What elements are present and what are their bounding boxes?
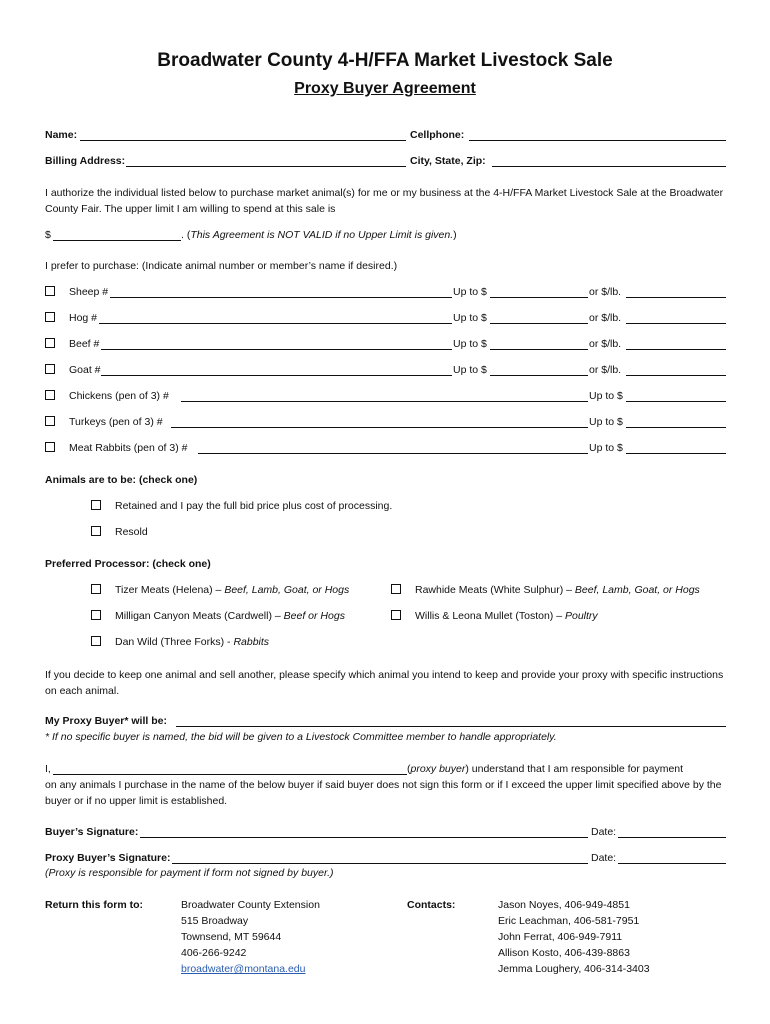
milligan-option[interactable]: Milligan Canyon Meats (Cardwell) – Beef or Hogs xyxy=(91,610,345,623)
goat-checkbox-row[interactable]: Goat # xyxy=(45,364,101,377)
resold-option[interactable]: Resold xyxy=(91,526,148,539)
sheep-checkbox-row[interactable]: Sheep # xyxy=(45,286,108,299)
contact-item: Allison Kosto, 406-439-8863 xyxy=(498,947,630,959)
beef-per-lb-field[interactable] xyxy=(626,337,726,350)
proxy-buyer-field[interactable] xyxy=(176,714,726,727)
prefer-text: I prefer to purchase: (Indicate animal number or member’s name if desired.) xyxy=(45,260,398,272)
rabbits-checkbox-row[interactable]: Meat Rabbits (pen of 3) # xyxy=(45,442,187,455)
checkbox[interactable] xyxy=(91,526,101,536)
up-to-label: Up to $ xyxy=(453,286,487,298)
city-label: City, State, Zip: xyxy=(410,155,486,167)
turkeys-limit-field[interactable] xyxy=(626,415,726,428)
per-lb-label: or $/lb. xyxy=(589,338,622,350)
billing-field[interactable] xyxy=(126,154,406,167)
date-label: Date: xyxy=(591,826,617,838)
chickens-checkbox-row[interactable]: Chickens (pen of 3) # xyxy=(45,390,169,403)
date-label: Date: xyxy=(591,852,617,864)
return-label: Return this form to: xyxy=(45,899,143,911)
rabbits-number-field[interactable] xyxy=(198,441,588,454)
contacts-label: Contacts: xyxy=(407,899,456,911)
goat-number-field[interactable] xyxy=(101,363,452,376)
authorize-text: I authorize the individual listed below to purchase market animal(s) for me or my business at the 4-H/FFA Market Livestock Sale at the Broadwater County Fair. The upper limit I am willing to spend at this sale is xyxy=(45,187,724,215)
name-label: Name: xyxy=(45,129,78,141)
beef-limit-field[interactable] xyxy=(490,337,588,350)
contacts-list xyxy=(498,897,650,977)
proxy-date-field[interactable] xyxy=(618,851,726,864)
checkbox[interactable] xyxy=(45,390,55,400)
rabbits-limit-field[interactable] xyxy=(626,441,726,454)
up-to-label: Up to $ xyxy=(589,442,623,454)
retained-option[interactable]: Retained and I pay the full bid price plus cost of processing. xyxy=(91,500,392,513)
responsibility-prefix: I, xyxy=(45,763,51,775)
buyer-date-field[interactable] xyxy=(618,825,726,838)
proxy-buyer-label: My Proxy Buyer* will be: xyxy=(45,715,167,727)
dollar-sign: $ xyxy=(45,229,51,241)
checkbox[interactable] xyxy=(45,338,55,348)
proxy-buyer-note: * If no specific buyer is named, the bid will be given to a Livestock Committee member to handle appropriately. xyxy=(45,731,557,743)
cellphone-label: Cellphone: xyxy=(410,129,465,141)
sheep-limit-field[interactable] xyxy=(490,285,588,298)
address-line: 515 Broadway xyxy=(181,915,249,927)
chickens-number-field[interactable] xyxy=(181,389,588,402)
up-to-label: Up to $ xyxy=(589,390,623,402)
responsibility-line1: (proxy buyer) understand that I am responsible for payment xyxy=(407,763,684,775)
keep-sell-text: If you decide to keep one animal and sell another, please specify which animal you intend to keep and provide your proxy with specific instructions on each animal. xyxy=(45,669,724,697)
up-to-label: Up to $ xyxy=(453,364,487,376)
turkeys-number-field[interactable] xyxy=(171,415,588,428)
contact-item: John Ferrat, 406-949-7911 xyxy=(498,931,623,943)
rawhide-option[interactable]: Rawhide Meats (White Sulphur) – Beef, Lamb, Goat, or Hogs xyxy=(391,584,700,597)
responsibility-text: on any animals I purchase in the name of the below buyer if said buyer does not sign this form or if I exceed the upper limit specified above by the buyer or if no upper limit is established. xyxy=(45,779,722,807)
phone-line: 406-266-9242 xyxy=(181,947,247,959)
per-lb-label: or $/lb. xyxy=(589,312,622,324)
up-to-label: Up to $ xyxy=(453,338,487,350)
processor-heading: Preferred Processor: (check one) xyxy=(45,558,211,570)
chickens-limit-field[interactable] xyxy=(626,389,726,402)
name-field[interactable] xyxy=(80,128,406,141)
page-title: Broadwater County 4-H/FFA Market Livestock Sale xyxy=(157,50,613,71)
checkbox[interactable] xyxy=(91,636,101,646)
checkbox[interactable] xyxy=(391,584,401,594)
up-to-label: Up to $ xyxy=(589,416,623,428)
danwild-option[interactable]: Dan Wild (Three Forks) - Rabbits xyxy=(91,636,269,649)
tizer-option[interactable]: Tizer Meats (Helena) – Beef, Lamb, Goat, or Hogs xyxy=(91,584,349,597)
upper-limit-note: . (This Agreement is NOT VALID if no Upper Limit is given.) xyxy=(181,229,457,241)
proxy-signature-field[interactable] xyxy=(172,851,588,864)
checkbox[interactable] xyxy=(45,286,55,296)
hog-checkbox-row[interactable]: Hog # xyxy=(45,312,97,325)
billing-label: Billing Address: xyxy=(45,155,126,167)
buyer-signature-field[interactable] xyxy=(140,825,588,838)
contact-item: Jemma Loughery, 406-314-3403 xyxy=(498,963,650,975)
contact-item: Eric Leachman, 406-581-7951 xyxy=(498,915,640,927)
address-line: Townsend, MT 59644 xyxy=(181,931,282,943)
checkbox[interactable] xyxy=(391,610,401,620)
sheep-number-field[interactable] xyxy=(110,285,452,298)
proxy-signature-label: Proxy Buyer’s Signature: xyxy=(45,852,171,864)
hog-limit-field[interactable] xyxy=(490,311,588,324)
beef-checkbox-row[interactable]: Beef # xyxy=(45,338,99,351)
goat-limit-field[interactable] xyxy=(490,363,588,376)
checkbox[interactable] xyxy=(45,416,55,426)
checkbox[interactable] xyxy=(91,500,101,510)
hog-number-field[interactable] xyxy=(99,311,452,324)
return-address xyxy=(181,897,320,977)
contact-item: Jason Noyes, 406-949-4851 xyxy=(498,899,630,911)
cellphone-field[interactable] xyxy=(469,128,726,141)
up-to-label: Up to $ xyxy=(453,312,487,324)
sheep-per-lb-field[interactable] xyxy=(626,285,726,298)
beef-number-field[interactable] xyxy=(101,337,452,350)
checkbox[interactable] xyxy=(91,610,101,620)
animals-heading: Animals are to be: (check one) xyxy=(45,474,198,486)
upper-limit-field[interactable] xyxy=(53,228,181,241)
address-line: Broadwater County Extension xyxy=(181,899,320,911)
per-lb-label: or $/lb. xyxy=(589,364,622,376)
checkbox[interactable] xyxy=(91,584,101,594)
hog-per-lb-field[interactable] xyxy=(626,311,726,324)
page-subtitle: Proxy Buyer Agreement xyxy=(294,80,476,97)
buyer-signature-label: Buyer’s Signature: xyxy=(45,826,139,838)
turkeys-checkbox-row[interactable]: Turkeys (pen of 3) # xyxy=(45,416,163,429)
proxy-signature-note: (Proxy is responsible for payment if form not signed by buyer.) xyxy=(45,867,334,879)
email-link[interactable]: broadwater@montana.edu xyxy=(181,963,306,975)
checkbox[interactable] xyxy=(45,312,55,322)
goat-per-lb-field[interactable] xyxy=(626,363,726,376)
city-field[interactable] xyxy=(492,154,726,167)
checkbox[interactable] xyxy=(45,364,55,374)
per-lb-label: or $/lb. xyxy=(589,286,622,298)
name-i-field[interactable] xyxy=(53,762,407,775)
checkbox[interactable] xyxy=(45,442,55,452)
willis-option[interactable]: Willis & Leona Mullet (Toston) – Poultry xyxy=(391,610,598,623)
